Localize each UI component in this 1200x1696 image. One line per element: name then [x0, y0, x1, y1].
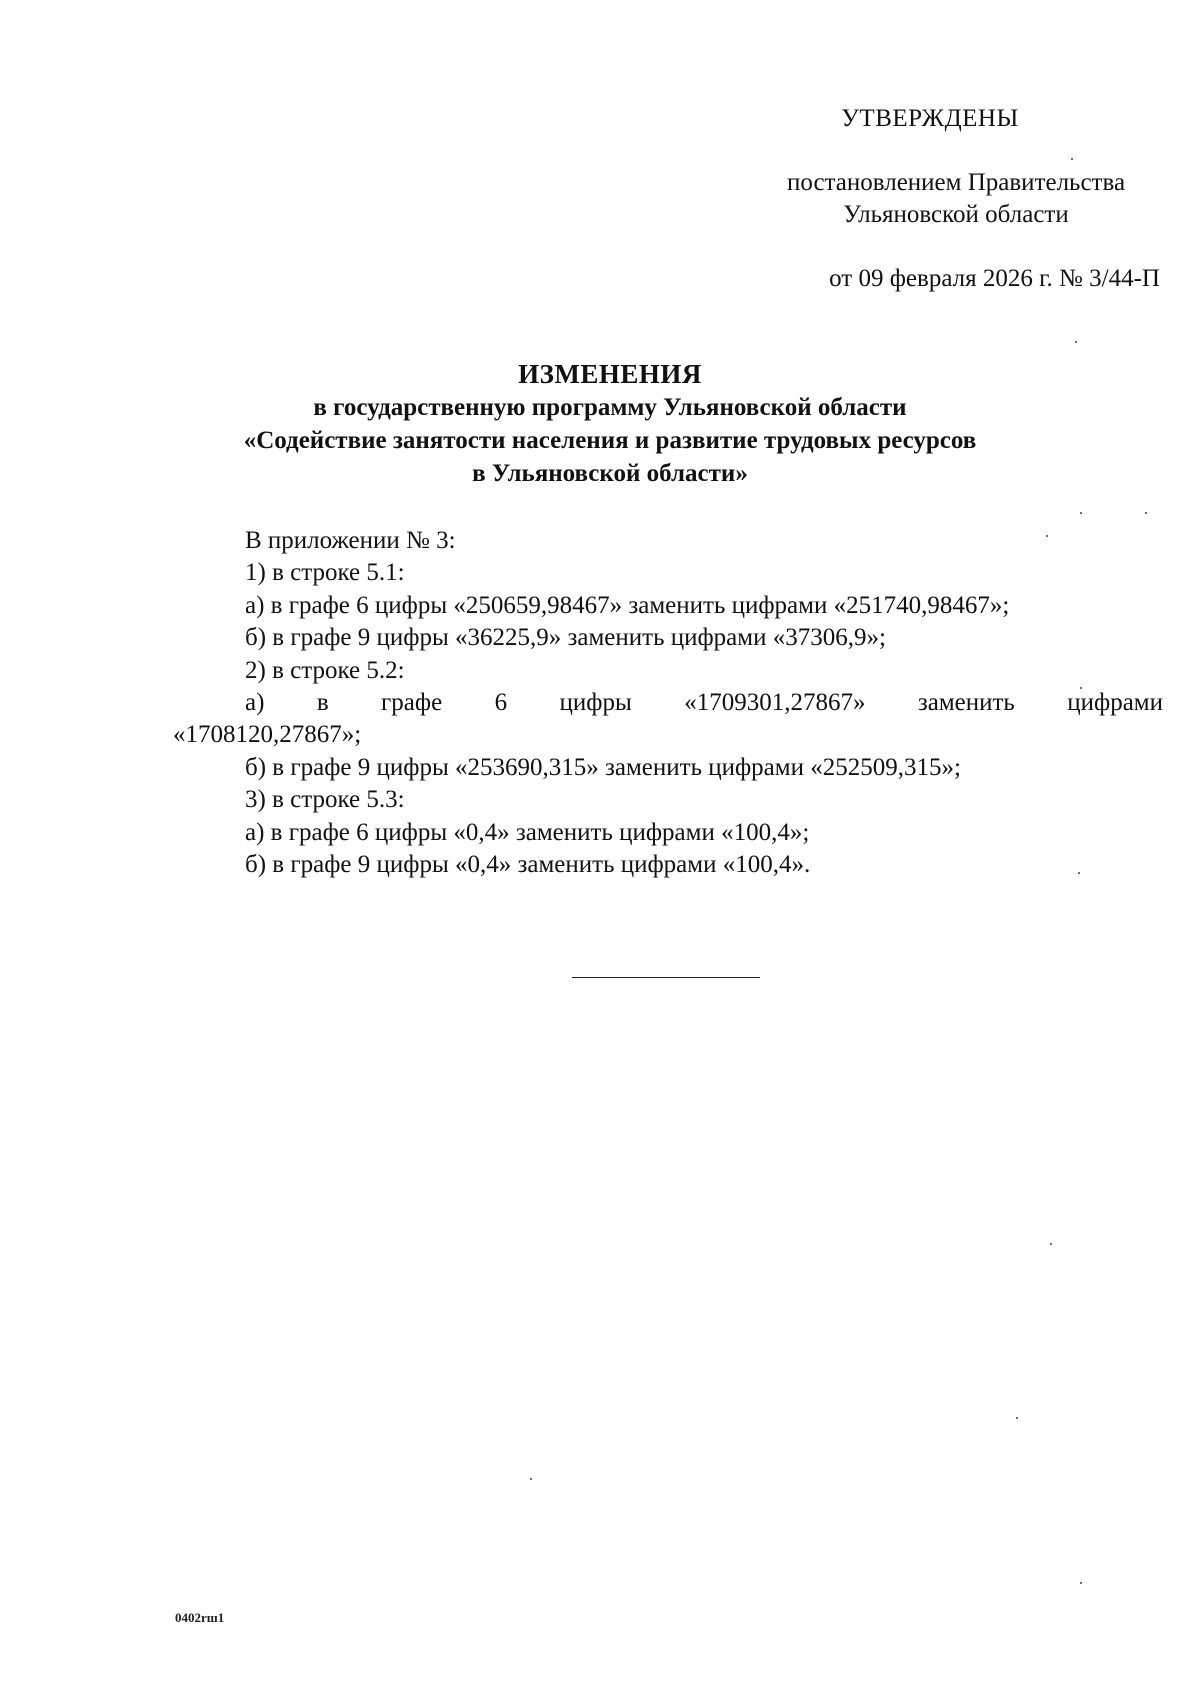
item-1-b: б) в графе 9 цифры «36225,9» заменить цифрами «37306,9»; [245, 624, 886, 652]
document-body [173, 525, 1163, 881]
approval-date-number: от 09 февраля 2026 г. № 3/44-П [829, 265, 1160, 292]
scan-speck [1016, 1417, 1018, 1419]
end-of-document-rule [572, 977, 760, 978]
item-2-a-word: заменить [917, 689, 1015, 717]
item-2-a-continuation: «1708120,27867»; [173, 721, 362, 749]
scan-speck [1080, 687, 1082, 689]
item-2-a-word: 6 [494, 689, 508, 717]
scan-speck [1071, 158, 1073, 160]
body-intro: В приложении № 3: [245, 527, 456, 554]
item-2-a-word: цифрами [1067, 689, 1163, 717]
item-2-a-word: в [316, 689, 329, 717]
document-title [180, 358, 1040, 490]
title-main: ИЗМЕНЕНИЯ [518, 359, 702, 389]
scan-speck [1078, 872, 1080, 874]
scan-speck [1075, 341, 1077, 343]
item-3-heading: 3) в строке 5.3: [245, 786, 405, 814]
item-1-a: а) в графе 6 цифры «250659,98467» заменить цифрами «251740,98467»; [245, 591, 1010, 619]
item-3-a: а) в графе 6 цифры «0,4» заменить цифрами «100,4»; [245, 818, 810, 846]
title-line2: «Содействие занятости населения и развитие трудовых ресурсов [243, 427, 977, 454]
scan-speck [1080, 512, 1082, 514]
approval-authority-line1: постановлением Правительства [786, 169, 1126, 196]
approval-authority [756, 167, 1156, 231]
item-2-a-word: цифры [559, 689, 632, 717]
scan-speck [1145, 512, 1147, 514]
scan-speck [1080, 1582, 1082, 1584]
item-2-a-word: «1709301,27867» [684, 689, 866, 717]
item-1-heading: 1) в строке 5.1: [245, 559, 405, 587]
item-2-a [173, 687, 1163, 719]
scan-speck [1046, 535, 1048, 537]
item-2-a-word: графе [381, 689, 443, 717]
approval-stamp-heading: УТВЕРЖДЕНЫ [841, 105, 1019, 132]
item-2-b: б) в графе 9 цифры «253690,315» заменить цифрами «252509,315»; [245, 753, 961, 781]
item-2-heading: 2) в строке 5.2: [245, 656, 405, 684]
title-line1: в государственную программу Ульяновской области [313, 394, 907, 421]
document-code: 0402rш1 [175, 1610, 225, 1625]
approval-authority-line2: Ульяновской области [843, 201, 1069, 228]
scan-speck [1050, 1243, 1052, 1245]
item-3-b: б) в графе 9 цифры «0,4» заменить цифрами «100,4». [245, 851, 811, 879]
scan-speck [530, 1478, 532, 1480]
item-2-a-word: а) [245, 689, 265, 717]
title-line3: в Ульяновской области» [472, 460, 748, 487]
